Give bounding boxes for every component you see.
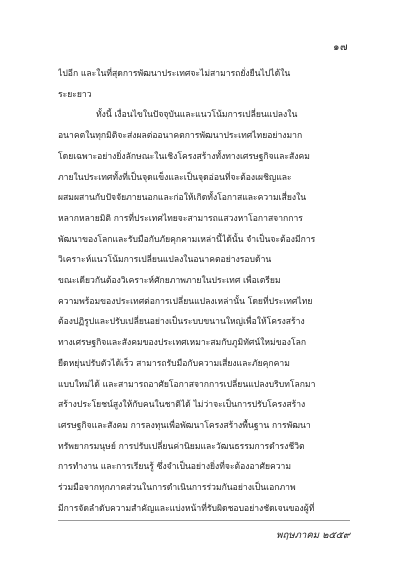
text-line: ยืดหยุ่นปรับตัวได้เร็ว สามารถรับมือกับความเสี่ยงและภัยคุกคาม (58, 358, 290, 369)
text-line: ร่วมมือจากทุกภาคส่วนในการดำเนินการร่วมกันอย่างเป็นเอกภาพ (58, 483, 296, 494)
paragraph-start-line: ทั้งนี้ เงื่อนไขในปัจจุบันและแนวโน้มการเปลี่ยนแปลงใน (96, 110, 298, 121)
text-line: ภายในประเทศทั้งที่เป็นจุดแข็งและเป็นจุดอ่อนที่จะต้องเผชิญและ (58, 172, 292, 183)
text-line: ความพร้อมของประเทศต่อการเปลี่ยนแปลงเหล่านั้น โดยที่ประเทศไทย (58, 296, 313, 307)
text-line: เศรษฐกิจและสังคม การลงทุนเพื่อพัฒนาโครงสร้างพื้นฐาน การพัฒนา (58, 420, 311, 431)
text-line: ระยะยาว (58, 89, 92, 100)
text-line: การทำงาน และการเรียนรู้ ซึ่งจำเป็นอย่างยิ่งที่จะต้องอาศัยความ (58, 462, 292, 473)
page-number: ๑๗ (333, 42, 348, 53)
text-line: ทางเศรษฐกิจและสังคมของประเทศเหมาะสมกับภูมิทัศน์ใหม่ของโลก (58, 338, 307, 349)
text-line: มีการจัดลำดับความสำคัญและแบ่งหน้าที่รับผิดชอบอย่างชัดเจนของผู้ที่ (58, 503, 315, 514)
text-line: แบบใหม่ได้ และสามารถอาศัยโอกาสจากการเปลี่ยนแปลงบริบทโลกมา (58, 379, 316, 390)
text-line: ทรัพยากรมนุษย์ การปรับเปลี่ยนค่านิยมและวัฒนธรรมการดำรงชีวิต (58, 441, 305, 452)
text-line: ขณะเดียวกันต้องวิเคราะห์ศักยภาพภายในประเทศ เพื่อเตรียม (58, 276, 281, 287)
text-line: หลากหลายมิติ การที่ประเทศไทยจะสามารถแสวงหาโอกาสจากการ (58, 213, 303, 224)
text-line: โดยเฉพาะอย่างยิ่งลักษณะในเชิงโครงสร้างทั้งทางเศรษฐกิจและสังคม (58, 151, 310, 162)
body-text (58, 64, 350, 519)
text-line: ต้องปฏิรูปและปรับเปลี่ยนอย่างเป็นระบบขนานใหญ่เพื่อให้โครงสร้าง (58, 317, 305, 328)
text-line: ผสมผสานกับปัจจัยภายนอกและก่อให้เกิดทั้งโอกาสและความเสี่ยงใน (58, 193, 307, 204)
text-line: พัฒนาของโลกและรับมือกับภัยคุกคามเหล่านี้ได้นั้น จำเป็นจะต้องมีการ (58, 234, 316, 245)
footer-divider (58, 520, 350, 521)
text-line: ไปอีก และในที่สุดการพัฒนาประเทศจะไม่สามารถยั่งยืนไปได้ใน (58, 69, 291, 79)
footer-date: พฤษภาคม ๒๕๕๙ (276, 530, 350, 541)
text-line: วิเคราะห์แนวโน้มการเปลี่ยนแปลงในอนาคตอย่างรอบด้าน (58, 255, 272, 266)
text-line: สร้างประโยชน์สูงให้กับคนในชาติได้ ไม่ว่าจะเป็นการปรับโครงสร้าง (58, 400, 306, 411)
text-line: อนาคตในทุกมิติจะส่งผลต่ออนาคตการพัฒนาประเทศไทยอย่างมาก (58, 131, 303, 142)
